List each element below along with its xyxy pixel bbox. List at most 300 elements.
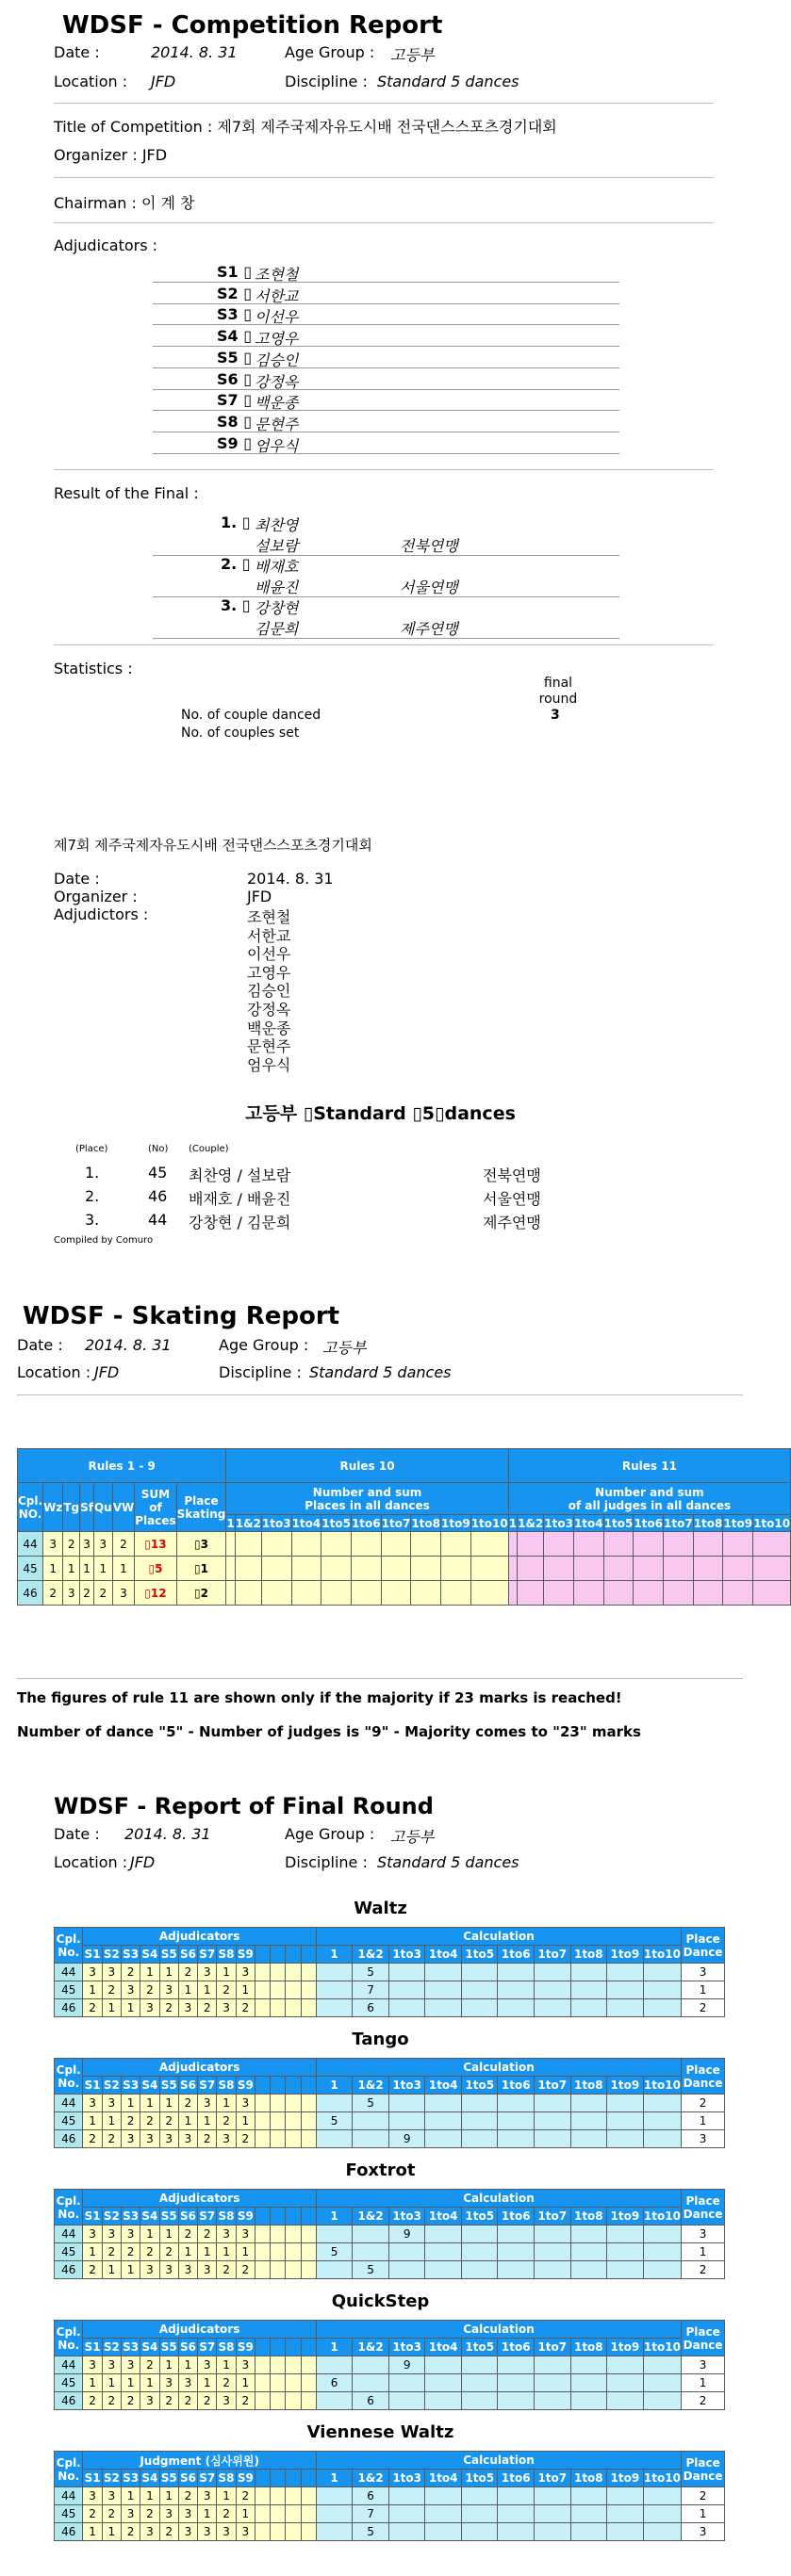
calc-cell (461, 2095, 498, 2112)
rule10-cell (470, 1557, 508, 1581)
chairman-value: 이 계 창 (140, 194, 195, 212)
dance-place: 3 (682, 1964, 725, 1981)
calc-cell (425, 2130, 462, 2148)
calc-cell (570, 2505, 607, 2523)
dance-place: 3 (682, 2356, 725, 2374)
empty-mark (271, 1999, 286, 2017)
judge-mark: 1 (217, 2487, 236, 2505)
rule10-cell (321, 1532, 352, 1557)
adjudicator-row (153, 390, 619, 411)
calc-cell: 9 (388, 2356, 425, 2374)
empty-judge-header (286, 1946, 301, 1964)
calc-cell (607, 2095, 644, 2112)
judge-mark: 2 (236, 1999, 255, 2017)
calc-cell (607, 2130, 644, 2148)
calc-cell (607, 1999, 644, 2017)
calc-cell (388, 1981, 425, 1999)
result-club: 제주연맹 (400, 620, 458, 638)
judge-mark: 1 (140, 2225, 159, 2243)
judge-mark: 1 (159, 2095, 178, 2112)
empty-mark (301, 2130, 316, 2148)
judge-mark: 2 (121, 2112, 140, 2130)
rule10-cell (381, 1557, 411, 1581)
judge-mark: 1 (102, 1999, 121, 2017)
judge-mark: 2 (83, 2130, 102, 2148)
rule11-cell (573, 1532, 603, 1557)
rule10-cell (235, 1532, 261, 1557)
calc-cell (570, 2392, 607, 2410)
adjudicators-header: Adjudicators (83, 2059, 316, 2077)
empty-mark (286, 1964, 301, 1981)
summary-adjudicator: 이선우 (247, 945, 291, 964)
judge-mark: 2 (178, 2095, 197, 2112)
empty-mark (255, 1999, 270, 2017)
judge-mark: 3 (217, 1999, 236, 2017)
dance-place: 1 (43, 1557, 63, 1581)
judge-header: S4 (140, 2208, 159, 2225)
rule11-cell (518, 1532, 544, 1557)
empty-mark (301, 2112, 316, 2130)
calc-cell (316, 1964, 353, 1981)
judge-mark: 3 (178, 2130, 197, 2148)
judge-header: S3 (121, 2470, 140, 2487)
calc-col-header: 1to4 (425, 2339, 462, 2356)
adjudicator-row (153, 284, 619, 304)
calc-cell (570, 2487, 607, 2505)
calc-cell (461, 1981, 498, 1999)
calc-col-header: 1to5 (461, 1946, 498, 1964)
judge-mark: 2 (83, 2505, 102, 2523)
dance-title: Tango (352, 2030, 409, 2049)
judge-mark: 2 (159, 1999, 178, 2017)
calculation-header: Calculation (316, 2059, 681, 2077)
rule11-col-header: 1to5 (603, 1516, 634, 1530)
calc-cell (425, 2392, 462, 2410)
calc-cell (535, 2374, 571, 2392)
judge-mark: 3 (140, 2130, 159, 2148)
dance-place: 1 (63, 1557, 80, 1581)
calc-cell (643, 2392, 682, 2410)
dance-place: 1 (682, 1981, 725, 1999)
rule10-col-header: 1to3 (261, 1516, 291, 1530)
adjudicator-name: 서한교 (255, 286, 299, 305)
summary-event-title: 고등부 ▯Standard ▯5▯dances (245, 1103, 516, 1124)
calc-cell (388, 2243, 425, 2261)
rule11-col-header: 1 (508, 1516, 518, 1530)
empty-judge-header (255, 2208, 270, 2225)
rule10-cell (291, 1557, 321, 1581)
empty-mark (286, 2392, 301, 2410)
cpl-no-header: Cpl. No. (55, 2321, 83, 2356)
judge-mark: 3 (217, 2130, 236, 2148)
adjudicator-row (153, 433, 619, 454)
result-lady: 김문희 (255, 620, 299, 638)
adjudicators-header: Adjudicators (83, 2190, 316, 2208)
summary-organizer-value: JFD (247, 888, 272, 905)
empty-mark (271, 2225, 286, 2243)
calc-cell (607, 2356, 644, 2374)
judge-mark: 3 (236, 2356, 255, 2374)
empty-mark (286, 1999, 301, 2017)
calc-col-header: 1 (316, 2339, 353, 2356)
summary-club: 서울연맹 (483, 1190, 541, 1208)
calc-col-header: 1to3 (388, 1946, 425, 1964)
result-club: 전북연맹 (400, 537, 458, 555)
judge-header: S7 (198, 2339, 217, 2356)
empty-judge-header (286, 2077, 301, 2095)
calc-col-header: 1to10 (643, 1946, 682, 1964)
calc-col-header: 1 (316, 2470, 353, 2487)
calc-col-header: 1to3 (388, 2077, 425, 2095)
judge-mark: 3 (121, 2356, 140, 2374)
calculation-header: Calculation (316, 2190, 681, 2208)
judge-mark: 1 (121, 2487, 140, 2505)
calc-cell (425, 2356, 462, 2374)
rule11-col-header: 1&2 (518, 1516, 544, 1530)
calc-cell (388, 2095, 425, 2112)
calc-cell (535, 1964, 571, 1981)
rule11-cell (544, 1532, 574, 1557)
dance-place: 1 (80, 1557, 94, 1581)
empty-mark (271, 1981, 286, 1999)
dance-place: 3 (682, 2225, 725, 2243)
summary-adjudicator: 문현주 (247, 1037, 291, 1056)
dance-place: 3 (682, 2130, 725, 2148)
final-date-label: Date : (54, 1825, 100, 1843)
calc-cell (316, 2095, 353, 2112)
stats-couples-danced-label: No. of couple danced (181, 708, 321, 723)
rule11-cell (508, 1532, 517, 1557)
competition-title-value: 제7회 제주국제자유도시배 전국댄스스포츠경기대회 (217, 118, 557, 136)
calc-col-header: 1to10 (643, 2208, 682, 2225)
judge-mark: 3 (140, 2261, 159, 2279)
skating-location-label: Location : (17, 1363, 91, 1381)
calc-cell (535, 2505, 571, 2523)
divider (54, 222, 714, 223)
judge-mark: 2 (178, 2487, 197, 2505)
rules-10-header: Rules 10 (226, 1449, 508, 1483)
calc-cell (535, 2225, 571, 2243)
result-place: 1. ▯ (221, 514, 251, 531)
judge-mark: 2 (121, 2243, 140, 2261)
calc-cell (535, 2112, 571, 2130)
calc-col-header: 1 (316, 1946, 353, 1964)
adjudicator-name: 문현주 (255, 415, 299, 433)
final-row (55, 2505, 725, 2523)
judge-mark: 1 (198, 2112, 217, 2130)
rule10-cell (411, 1557, 441, 1581)
empty-judge-header (286, 2208, 301, 2225)
rule11-cell (693, 1557, 723, 1581)
judge-mark: 2 (236, 2487, 255, 2505)
dance-place: 1 (682, 2374, 725, 2392)
result-club: 서울연맹 (400, 579, 458, 596)
empty-judge-header (286, 2339, 301, 2356)
dance-place: 2 (63, 1532, 80, 1557)
dance-place: 2 (93, 1581, 112, 1606)
judge-mark: 1 (198, 2374, 217, 2392)
location-label: Location : (54, 73, 128, 90)
statistics-label: Statistics : (54, 660, 133, 677)
place-skating: ▯3 (176, 1532, 226, 1557)
empty-mark (286, 2374, 301, 2392)
calc-col-header: 1to4 (425, 2077, 462, 2095)
adjudicator-row (153, 369, 619, 390)
rule10-cell (411, 1532, 441, 1557)
dance-title: Foxtrot (345, 2160, 416, 2180)
empty-mark (255, 2243, 270, 2261)
judge-header: S5 (159, 2077, 178, 2095)
empty-mark (255, 2487, 270, 2505)
empty-mark (255, 2356, 270, 2374)
summary-adjudicator: 김승인 (247, 982, 291, 1001)
couple-number: 45 (55, 2505, 83, 2523)
judge-header: S5 (159, 1946, 178, 1964)
calc-col-header: 1to8 (570, 1946, 607, 1964)
empty-mark (286, 2523, 301, 2541)
final-dance-table (54, 1927, 725, 2017)
judge-mark: 3 (217, 2225, 236, 2243)
location-value: JFD (151, 73, 176, 90)
calc-cell (535, 2392, 571, 2410)
summary-place: 1. (85, 1164, 100, 1182)
calc-col-header: 1to10 (643, 2339, 682, 2356)
divider (54, 469, 714, 470)
rule11-cell (508, 1557, 517, 1581)
empty-mark (286, 2095, 301, 2112)
place-dance-header: Place Dance (682, 2452, 725, 2487)
stats-couples-set-label: No. of couples set (181, 726, 300, 741)
rule11-cell (723, 1532, 753, 1557)
rule10-cell (321, 1581, 352, 1606)
rule10-cell (441, 1557, 471, 1581)
place-dance-header: Place Dance (682, 2190, 725, 2225)
dance-title: QuickStep (331, 2291, 430, 2311)
judge-header: S9 (236, 2077, 255, 2095)
adjudicator-code: S8 ▯ (217, 412, 253, 431)
adjudicators-header: Adjudicators (83, 1928, 316, 1946)
calc-cell (461, 2487, 498, 2505)
rule11-cell (518, 1581, 544, 1606)
rule11-cell (693, 1581, 723, 1606)
calc-cell (498, 2095, 535, 2112)
judge-header: S3 (121, 1946, 140, 1964)
judge-header: S5 (159, 2208, 178, 2225)
calc-cell (643, 2374, 682, 2392)
couple-number: 44 (55, 2487, 83, 2505)
final-row (55, 2261, 725, 2279)
result-place: 2. ▯ (221, 555, 251, 573)
rule10-col-header: 1to6 (351, 1516, 381, 1530)
calc-col-header: 1to6 (498, 2077, 535, 2095)
calc-col-header: 1 (316, 2077, 353, 2095)
judge-mark: 1 (140, 2095, 159, 2112)
summary-adjudicator: 엄우식 (247, 1055, 291, 1074)
empty-judge-header (286, 2470, 301, 2487)
empty-mark (255, 2130, 270, 2148)
calc-cell (498, 2225, 535, 2243)
calc-cell (607, 2374, 644, 2392)
calc-col-header: 1to3 (388, 2470, 425, 2487)
rule11-cell (603, 1557, 634, 1581)
sum-of-places: ▯5 (135, 1557, 176, 1581)
judge-mark: 3 (102, 1964, 121, 1981)
dance-sf-header: Sf (80, 1483, 94, 1532)
calc-cell (388, 2112, 425, 2130)
sum-of-places: ▯12 (135, 1581, 176, 1606)
judge-header: S6 (178, 2208, 197, 2225)
organizer-value: JFD (141, 146, 168, 164)
couple-number: 45 (55, 2243, 83, 2261)
rule10-cell (235, 1581, 261, 1606)
judge-mark: 3 (198, 1964, 217, 1981)
divider (17, 1678, 743, 1679)
judge-mark: 1 (236, 2112, 255, 2130)
calc-col-header: 1to9 (607, 2077, 644, 2095)
rule11-col-header: 1to10 (753, 1516, 791, 1530)
judge-mark: 3 (198, 2487, 217, 2505)
summary-number: 46 (148, 1187, 168, 1205)
judge-mark: 3 (198, 2095, 217, 2112)
competition-report-title: WDSF - Competition Report (62, 11, 443, 40)
calc-cell (607, 2523, 644, 2541)
calc-col-header: 1to5 (461, 2208, 498, 2225)
calc-cell: 6 (353, 2392, 389, 2410)
final-row (55, 2095, 725, 2112)
calc-cell (535, 1999, 571, 2017)
adjudicator-row (153, 348, 619, 368)
judge-mark: 2 (178, 2225, 197, 2243)
calc-cell (643, 1999, 682, 2017)
summary-club: 전북연맹 (483, 1166, 541, 1184)
couple-number: 46 (55, 2261, 83, 2279)
judge-mark: 1 (236, 1981, 255, 1999)
rule10-cell (441, 1581, 471, 1606)
empty-mark (286, 2225, 301, 2243)
calc-cell (461, 2523, 498, 2541)
adjudicator-code: S3 ▯ (217, 305, 253, 324)
calc-cell (535, 2487, 571, 2505)
rule11-cell (664, 1532, 694, 1557)
calc-cell: 6 (316, 2374, 353, 2392)
judge-header: S8 (217, 2208, 236, 2225)
calc-cell (535, 2356, 571, 2374)
adjudicator-code: S9 ▯ (217, 433, 253, 452)
rule11-cell (634, 1557, 664, 1581)
judge-mark: 1 (159, 2225, 178, 2243)
judge-mark: 2 (198, 2130, 217, 2148)
calc-cell (461, 2112, 498, 2130)
judge-mark: 1 (198, 1981, 217, 1999)
calc-cell (461, 2130, 498, 2148)
adjudicator-code: S6 ▯ (217, 369, 253, 388)
cpl-no-header: Cpl. NO. (18, 1483, 43, 1532)
calc-cell: 7 (353, 2505, 389, 2523)
calc-cell (461, 2505, 498, 2523)
judge-mark: 3 (178, 2523, 197, 2541)
judge-mark: 1 (121, 1999, 140, 2017)
calc-cell (498, 2243, 535, 2261)
judge-mark: 3 (140, 2523, 159, 2541)
dance-place: 2 (682, 2487, 725, 2505)
rule11-col-header: 1to4 (573, 1516, 603, 1530)
judge-mark: 1 (178, 2356, 197, 2374)
judge-mark: 2 (159, 2112, 178, 2130)
adjudicator-name: 김승인 (255, 351, 299, 369)
place-skating: ▯2 (176, 1581, 226, 1606)
judge-header: S4 (140, 2339, 159, 2356)
rule11-col-header: 1to8 (693, 1516, 723, 1530)
judge-header: S2 (102, 2339, 121, 2356)
calc-cell (643, 2112, 682, 2130)
calc-col-header: 1to6 (498, 2208, 535, 2225)
empty-mark (271, 2243, 286, 2261)
dance-vw-header: VW (112, 1483, 135, 1532)
calc-cell (498, 2130, 535, 2148)
couple-number: 44 (55, 2225, 83, 2243)
judge-header: S4 (140, 1946, 159, 1964)
calc-col-header: 1to9 (607, 1946, 644, 1964)
place-skating-header: Place Skating (176, 1483, 226, 1532)
rule10-col-header: 1&2 (235, 1516, 261, 1530)
divider (54, 177, 714, 178)
dance-place: 3 (93, 1532, 112, 1557)
calc-cell: 5 (353, 2261, 389, 2279)
final-date-value: 2014. 8. 31 (124, 1825, 211, 1843)
judge-header: S3 (121, 2208, 140, 2225)
judge-mark: 2 (217, 2374, 236, 2392)
rule10-col-header: 1to9 (441, 1516, 470, 1530)
dance-place: 3 (80, 1532, 94, 1557)
judge-header: S9 (236, 1946, 255, 1964)
rule10-col-header: 1to5 (321, 1516, 351, 1530)
empty-mark (286, 2130, 301, 2148)
adjudicator-name: 엄우식 (255, 436, 299, 455)
judge-mark: 3 (102, 2487, 121, 2505)
rule11-cell (603, 1581, 634, 1606)
judge-mark: 1 (236, 2243, 255, 2261)
judge-header: S7 (198, 2077, 217, 2095)
calc-cell (425, 2225, 462, 2243)
rule10-cell (226, 1532, 235, 1557)
dance-place: 2 (682, 2095, 725, 2112)
dance-place: 3 (112, 1581, 135, 1606)
calc-cell (643, 1981, 682, 1999)
empty-mark (271, 2112, 286, 2130)
calc-cell (425, 2095, 462, 2112)
rule10-col-header: 1to7 (381, 1516, 411, 1530)
couple-number: 46 (55, 1999, 83, 2017)
calc-col-header: 1to4 (425, 1946, 462, 1964)
calc-cell (535, 2130, 571, 2148)
dance-place: 2 (80, 1581, 94, 1606)
adjudicators-header: Adjudicators (83, 2321, 316, 2339)
calc-cell (353, 2225, 389, 2243)
calc-col-header: 1to7 (535, 2077, 571, 2095)
skating-location-value: JFD (94, 1363, 120, 1381)
empty-mark (271, 2356, 286, 2374)
final-row (55, 2130, 725, 2148)
calc-cell (353, 2243, 389, 2261)
final-row (55, 2356, 725, 2374)
empty-mark (255, 2112, 270, 2130)
couple-number: 46 (55, 2523, 83, 2541)
summary-couple: 배재호 / 배윤진 (189, 1190, 291, 1208)
judge-mark: 3 (140, 2392, 159, 2410)
couple-number: 44 (55, 1964, 83, 1981)
rule10-cell (470, 1581, 508, 1606)
judge-mark: 2 (217, 1981, 236, 1999)
